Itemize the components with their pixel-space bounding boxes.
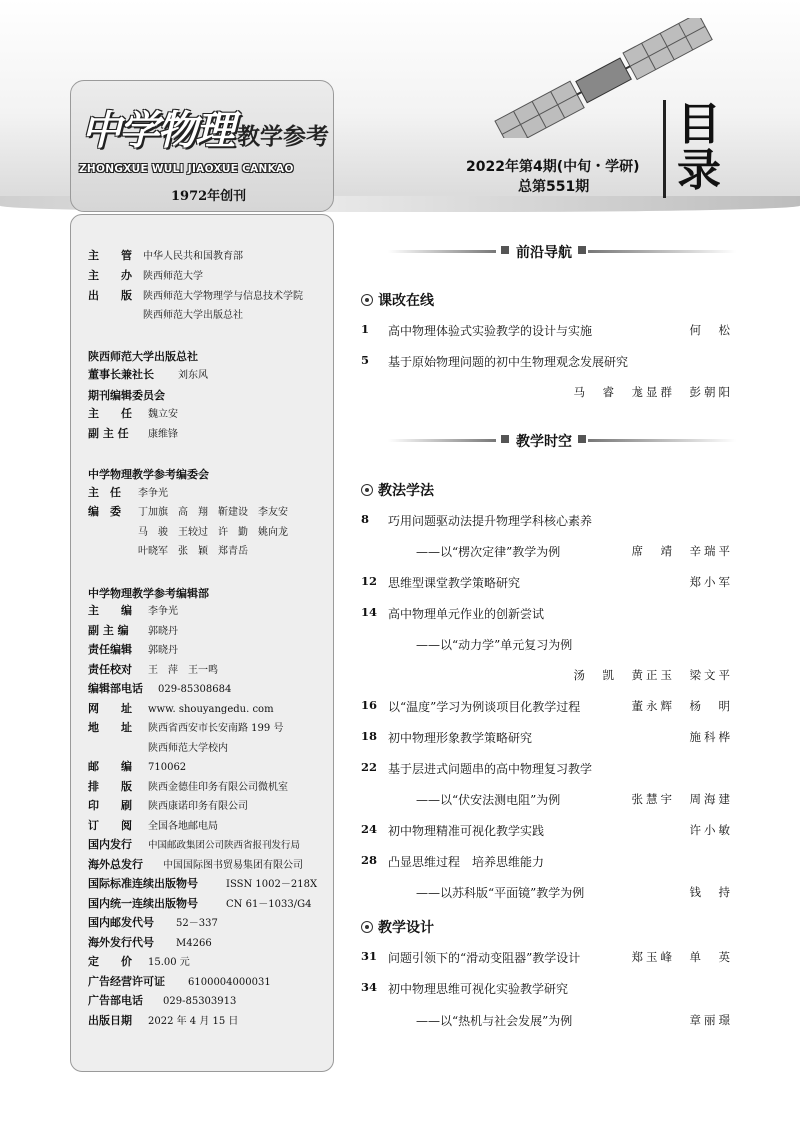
toc-subtitle-line [361,791,733,807]
info-row: 网 址 www. shouyangedu. com [88,702,274,715]
info-row: 广告部电话 029-85303913 [88,994,237,1007]
info-row: 排 版 陕西金德佳印务有限公司微机室 [88,780,288,793]
logo-script-title: 中学物理 [81,108,233,154]
article-title: 思维型课堂教学策略研究 [388,576,521,590]
toc-entry[interactable] [361,760,733,776]
page-number: 28 [361,853,378,867]
page-number: 18 [361,729,378,743]
banner-title: 教学时空 [516,434,572,450]
info-row: 陕西师范大学校内 [148,743,228,754]
page-number: 16 [361,698,378,712]
journal-logo [70,80,334,212]
page-number: 34 [361,980,378,994]
info-row: 责任编辑 郭晓丹 [88,643,178,656]
article-author: 马 睿 尨显群 彭朝阳 [573,385,733,399]
article-subtitle: ——以“动力学”单元复习为例 [416,638,573,652]
info-row: 国内发行 中国邮政集团公司陕西省报刊发行局 [88,838,301,851]
article-author: 许小敏 [689,823,733,837]
title-char-2: 录 [677,145,721,196]
info-row: 主 办 陕西师范大学 [88,269,203,282]
section-banner [388,242,736,260]
article-title: 凸显思维过程 培养思维能力 [388,855,545,869]
article-author: 董永辉 杨 明 [631,699,733,713]
article-subtitle: ——以苏科版“平面镜”教学为例 [416,886,585,900]
info-row: 订 阅 全国各地邮电局 [88,819,218,832]
section-heading: 陕西师范大学出版总社 [88,350,198,363]
article-title: 基于原始物理问题的初中生物理观念发展研究 [388,355,629,369]
page-number: 12 [361,574,378,588]
article-author: 席 靖 辛瑞平 [631,544,733,558]
article-author: 郑小军 [689,575,733,589]
article-author: 章丽璟 [689,1013,733,1027]
toc-entry[interactable] [361,698,733,714]
toc-author-line [361,667,733,683]
article-author: 张慧宇 周海建 [631,792,733,806]
article-author: 何 松 [689,323,733,337]
article-subtitle: ——以“伏安法测电阻”为例 [416,793,561,807]
page-number: 22 [361,760,378,774]
article-author: 钱 持 [689,885,733,899]
toc-entry[interactable] [361,980,733,996]
toc-entry[interactable] [361,729,733,745]
article-title: 高中物理体验式实验教学的设计与实施 [388,324,593,338]
section-heading: 中学物理教学参考编委会 [88,468,209,481]
issue-number: 2022年第4期(中旬・学研) [466,159,640,175]
toc-subtitle-line [361,1012,733,1028]
toc-subtitle-line [361,543,733,559]
info-row: 海外发行代号 M4266 [88,936,212,949]
info-row: 国际标准连续出版物号 ISSN 1002－218X [88,877,318,890]
logo-pinyin: ZHONGXUE WULI JIAOXUE CANKAO [79,163,294,175]
info-row: 董事长兼社长 刘东风 [88,368,208,381]
article-author: 汤 凯 黄正玉 梁文平 [573,668,733,682]
info-row: 主 管 中华人民共和国教育部 [88,249,243,262]
info-row: 编 委 丁加旗 高 翔 靳建设 李友安 [88,505,288,518]
toc-entry[interactable] [361,574,733,590]
article-author: 郑玉峰 单 英 [631,950,733,964]
section-banner [388,431,736,449]
toc-entry[interactable] [361,822,733,838]
article-title: 基于层进式问题串的高中物理复习教学 [388,762,593,776]
category-heading: 课改在线 [361,290,434,310]
info-row: 定 价 15.00 元 [88,955,190,968]
article-subtitle: ——以“热机与社会发展”为例 [416,1014,573,1028]
info-row: 地 址 陕西省西安市长安南路 199 号 [88,721,284,734]
info-row: 主 任 李争光 [88,486,168,499]
info-row: 副 主 编 郭晓丹 [88,624,178,637]
section-heading: 中学物理教学参考编辑部 [88,587,209,600]
toc-entry[interactable] [361,605,733,621]
info-row: 出版日期 2022 年 4 月 15 日 [88,1014,239,1027]
page-title [674,99,724,196]
page-number: 5 [361,353,370,367]
info-row: 责任校对 王 萍 王一鸣 [88,663,218,676]
article-title: 初中物理形象教学策略研究 [388,731,533,745]
info-row: 主 编 李争光 [88,604,178,617]
info-row: 出 版 陕西师范大学物理学与信息技术学院 [88,289,303,302]
category-heading: 教法学法 [361,480,434,500]
info-row: 海外总发行 中国国际图书贸易集团有限公司 [88,858,303,871]
info-row: 马 骏 王较过 许 勤 姚向龙 [138,527,288,538]
article-title: 初中物理思维可视化实验教学研究 [388,982,569,996]
title-divider [663,100,666,198]
title-char-1: 目 [677,99,721,150]
total-issue-number: 总第551期 [518,179,590,195]
info-row: 邮 编 710062 [88,760,187,773]
info-row: 国内邮发代号 52－337 [88,916,218,929]
founded-year: 1972年创刊 [171,189,247,204]
article-title: 高中物理单元作业的创新尝试 [388,607,545,621]
banner-title: 前沿导航 [516,245,572,261]
page-number: 24 [361,822,378,836]
publication-info-panel [70,214,334,1072]
toc-entry[interactable] [361,353,733,369]
article-title: 以“温度”学习为例谈项目化教学过程 [388,700,581,714]
logo-subtitle: 教学参考 [237,124,329,150]
toc-entry[interactable] [361,949,733,965]
toc-author-line [361,384,733,400]
toc-entry[interactable] [361,853,733,869]
toc-entry[interactable] [361,512,733,528]
section-heading: 期刊编辑委员会 [88,389,165,402]
info-row: 陕西师范大学出版总社 [143,310,243,321]
article-title: 问题引领下的“滑动变阻器”教学设计 [388,951,581,965]
toc-subtitle-line [361,884,733,900]
info-row: 副 主 任 康维锋 [88,427,178,440]
article-author: 施科桦 [689,730,733,744]
page-number: 8 [361,512,370,526]
info-row: 广告经营许可证 6100004000031 [88,975,271,988]
category-heading: 教学设计 [361,917,434,937]
page-number: 1 [361,322,370,336]
page-number: 14 [361,605,378,619]
info-row: 编辑部电话 029-85308684 [88,682,232,695]
page-number: 31 [361,949,378,963]
article-subtitle: ——以“楞次定律”教学为例 [416,545,561,559]
toc-entry[interactable] [361,322,733,338]
article-title: 初中物理精准可视化教学实践 [388,824,545,838]
info-row: 主 任 魏立安 [88,407,178,420]
toc-subtitle-line [361,636,733,652]
info-row: 叶晓军 张 颖 郑青岳 [138,546,248,557]
info-row: 国内统一连续出版物号 CN 61－1033/G4 [88,897,312,910]
info-row: 印 刷 陕西康诺印务有限公司 [88,799,248,812]
article-title: 巧用问题驱动法提升物理学科核心素养 [388,514,593,528]
